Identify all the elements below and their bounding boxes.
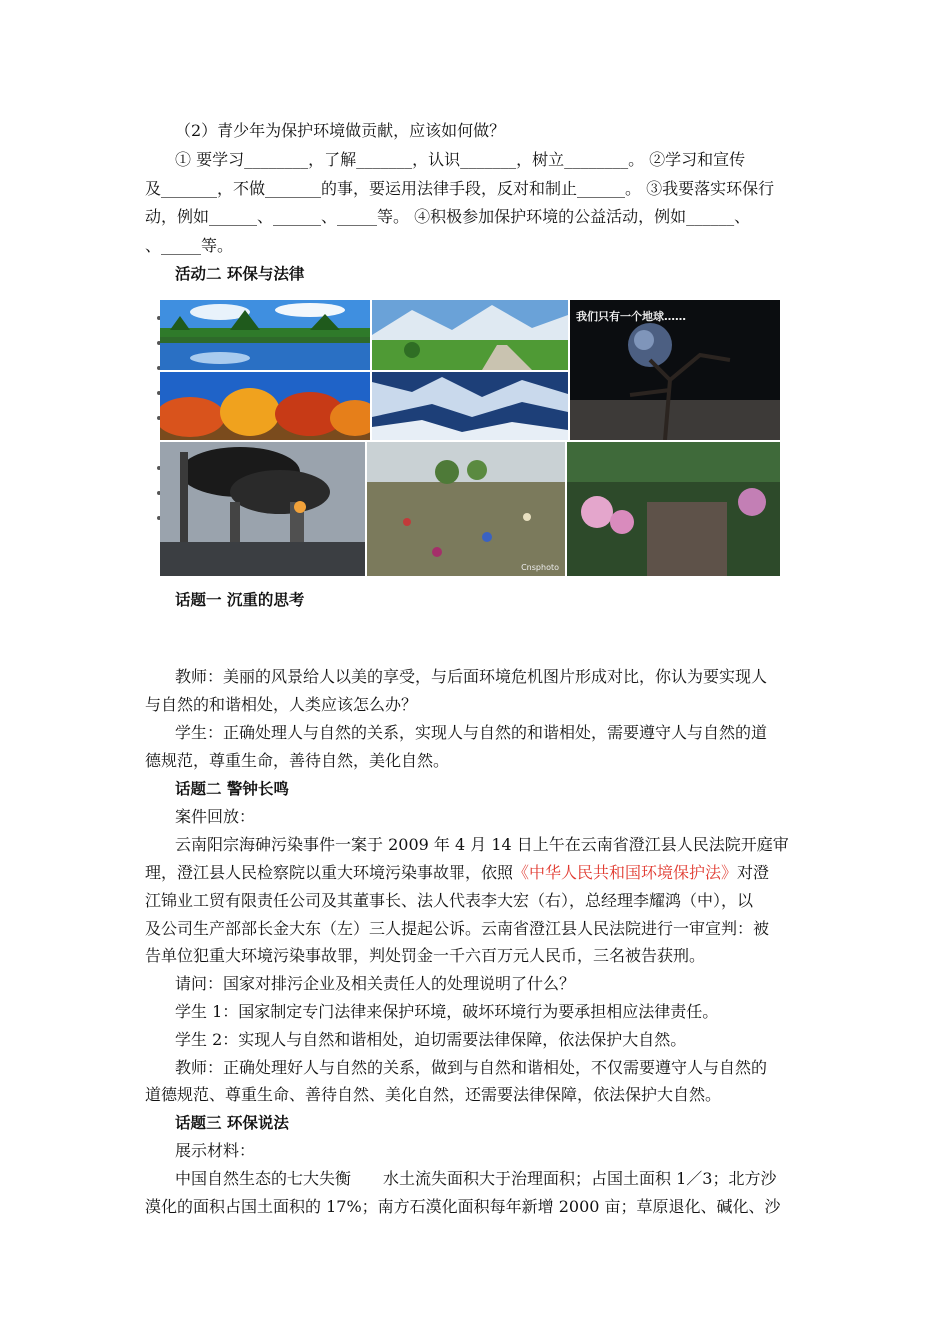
topic-3-heading: 话题三 环保说法 [175, 1114, 289, 1132]
case-text: 及公司生产部部长金大东（左）三人提起公诉。云南省澄江县人民法院进行一审宣判：被 [145, 919, 770, 938]
teacher-text: 与自然的和谐相处，人类应该怎么办？ [145, 695, 418, 714]
student-2-text: 学生 2：实现人与自然和谐相处，迫切需要法律保障，依法保护大自然。 [175, 1030, 687, 1049]
case-text: 云南阳宗海砷污染事件一案于 2009 年 4 月 14 日上午在云南省澄江县人民法院开庭审 [175, 835, 789, 854]
earth-caption: 我们只有一个地球…… [576, 310, 686, 323]
case-text: 江锦业工贸有限责任公司及其董事长、法人代表李大宏（右），总经理李耀鸿（中），以 [145, 891, 754, 910]
material-text: 漠化的面积占国土面积的 17%；南方石漠化面积每年新增 2000 亩；草原退化、碱化、沙 [145, 1197, 781, 1216]
case-text: 告单位犯重大环境污染事故罪，判处罚金一千六百万元人民币，三名被告获刑。 [145, 946, 706, 965]
activity-2-heading: 活动二 环保与法律 [175, 265, 305, 283]
student-text: 学生：正确处理人与自然的关系，实现人与自然的和谐相处，需要遵守人与自然的道 [175, 723, 768, 742]
question-text: 请问：国家对排污企业及相关责任人的处理说明了什么？ [175, 974, 576, 993]
teacher-text: 教师：正确处理好人与自然的关系，做到与自然和谐相处，不仅需要遵守人与自然的 [175, 1058, 768, 1077]
case-text-part: 理，澄江县人民检察院以重大环境污染事故罪，依照 [145, 863, 514, 882]
mountain-road-photo [372, 300, 568, 370]
fill-blank-line: ① 要学习________，了解_______，认识_______，树立________。 ②学习和宣传 [175, 150, 746, 169]
teacher-text: 道德规范、尊重生命、善待自然、美化自然，还需要法律保障，依法保护大自然。 [145, 1085, 722, 1104]
topic-2-heading: 话题二 警钟长鸣 [175, 780, 289, 798]
environment-photo-collage [160, 300, 780, 576]
topic-1-heading: 话题一 沉重的思考 [175, 591, 305, 609]
case-text [145, 863, 810, 883]
student-1-text: 学生 1：国家制定专门法律来保护环境，破坏环境行为要承担相应法律责任。 [175, 1002, 719, 1021]
frozen-ice-photo [372, 372, 568, 440]
teacher-text: 教师：美丽的风景给人以美的享受，与后面环境危机图片形成对比，你认为要实现人 [175, 667, 768, 686]
factory-smoke-photo [160, 442, 365, 576]
flowers-stump-photo [567, 442, 780, 576]
fill-blank-line: 、_____等。 [145, 236, 234, 255]
autumn-trees-photo [160, 372, 370, 440]
only-one-earth-photo [570, 300, 780, 440]
case-text-part: 对澄 [737, 863, 770, 882]
material-text: 中国自然生态的七大失衡 水土流失面积大于治理面积；占国土面积 1／3；北方沙 [175, 1169, 777, 1188]
photo-watermark: Cnsphoto [521, 563, 559, 572]
material-label: 展示材料： [175, 1141, 256, 1160]
garbage-pollution-photo [367, 442, 565, 576]
fill-blank-line: 动，例如______、______、_____等。 ④积极参加保护环境的公益活动，例如______、 [145, 207, 751, 226]
case-label: 案件回放： [175, 807, 256, 826]
law-title-red: 《中华人民共和国环境保护法》 [513, 863, 738, 882]
lake-reflection-photo [160, 300, 370, 370]
fill-blank-line: 及_______，不做_______的事，要运用法律手段，反对和制止______。 ③我要落实环保行 [145, 179, 775, 198]
student-text: 德规范，尊重生命，善待自然，美化自然。 [145, 751, 450, 770]
question-2: （2）青少年为保护环境做贡献，应该如何做？ [175, 121, 506, 140]
